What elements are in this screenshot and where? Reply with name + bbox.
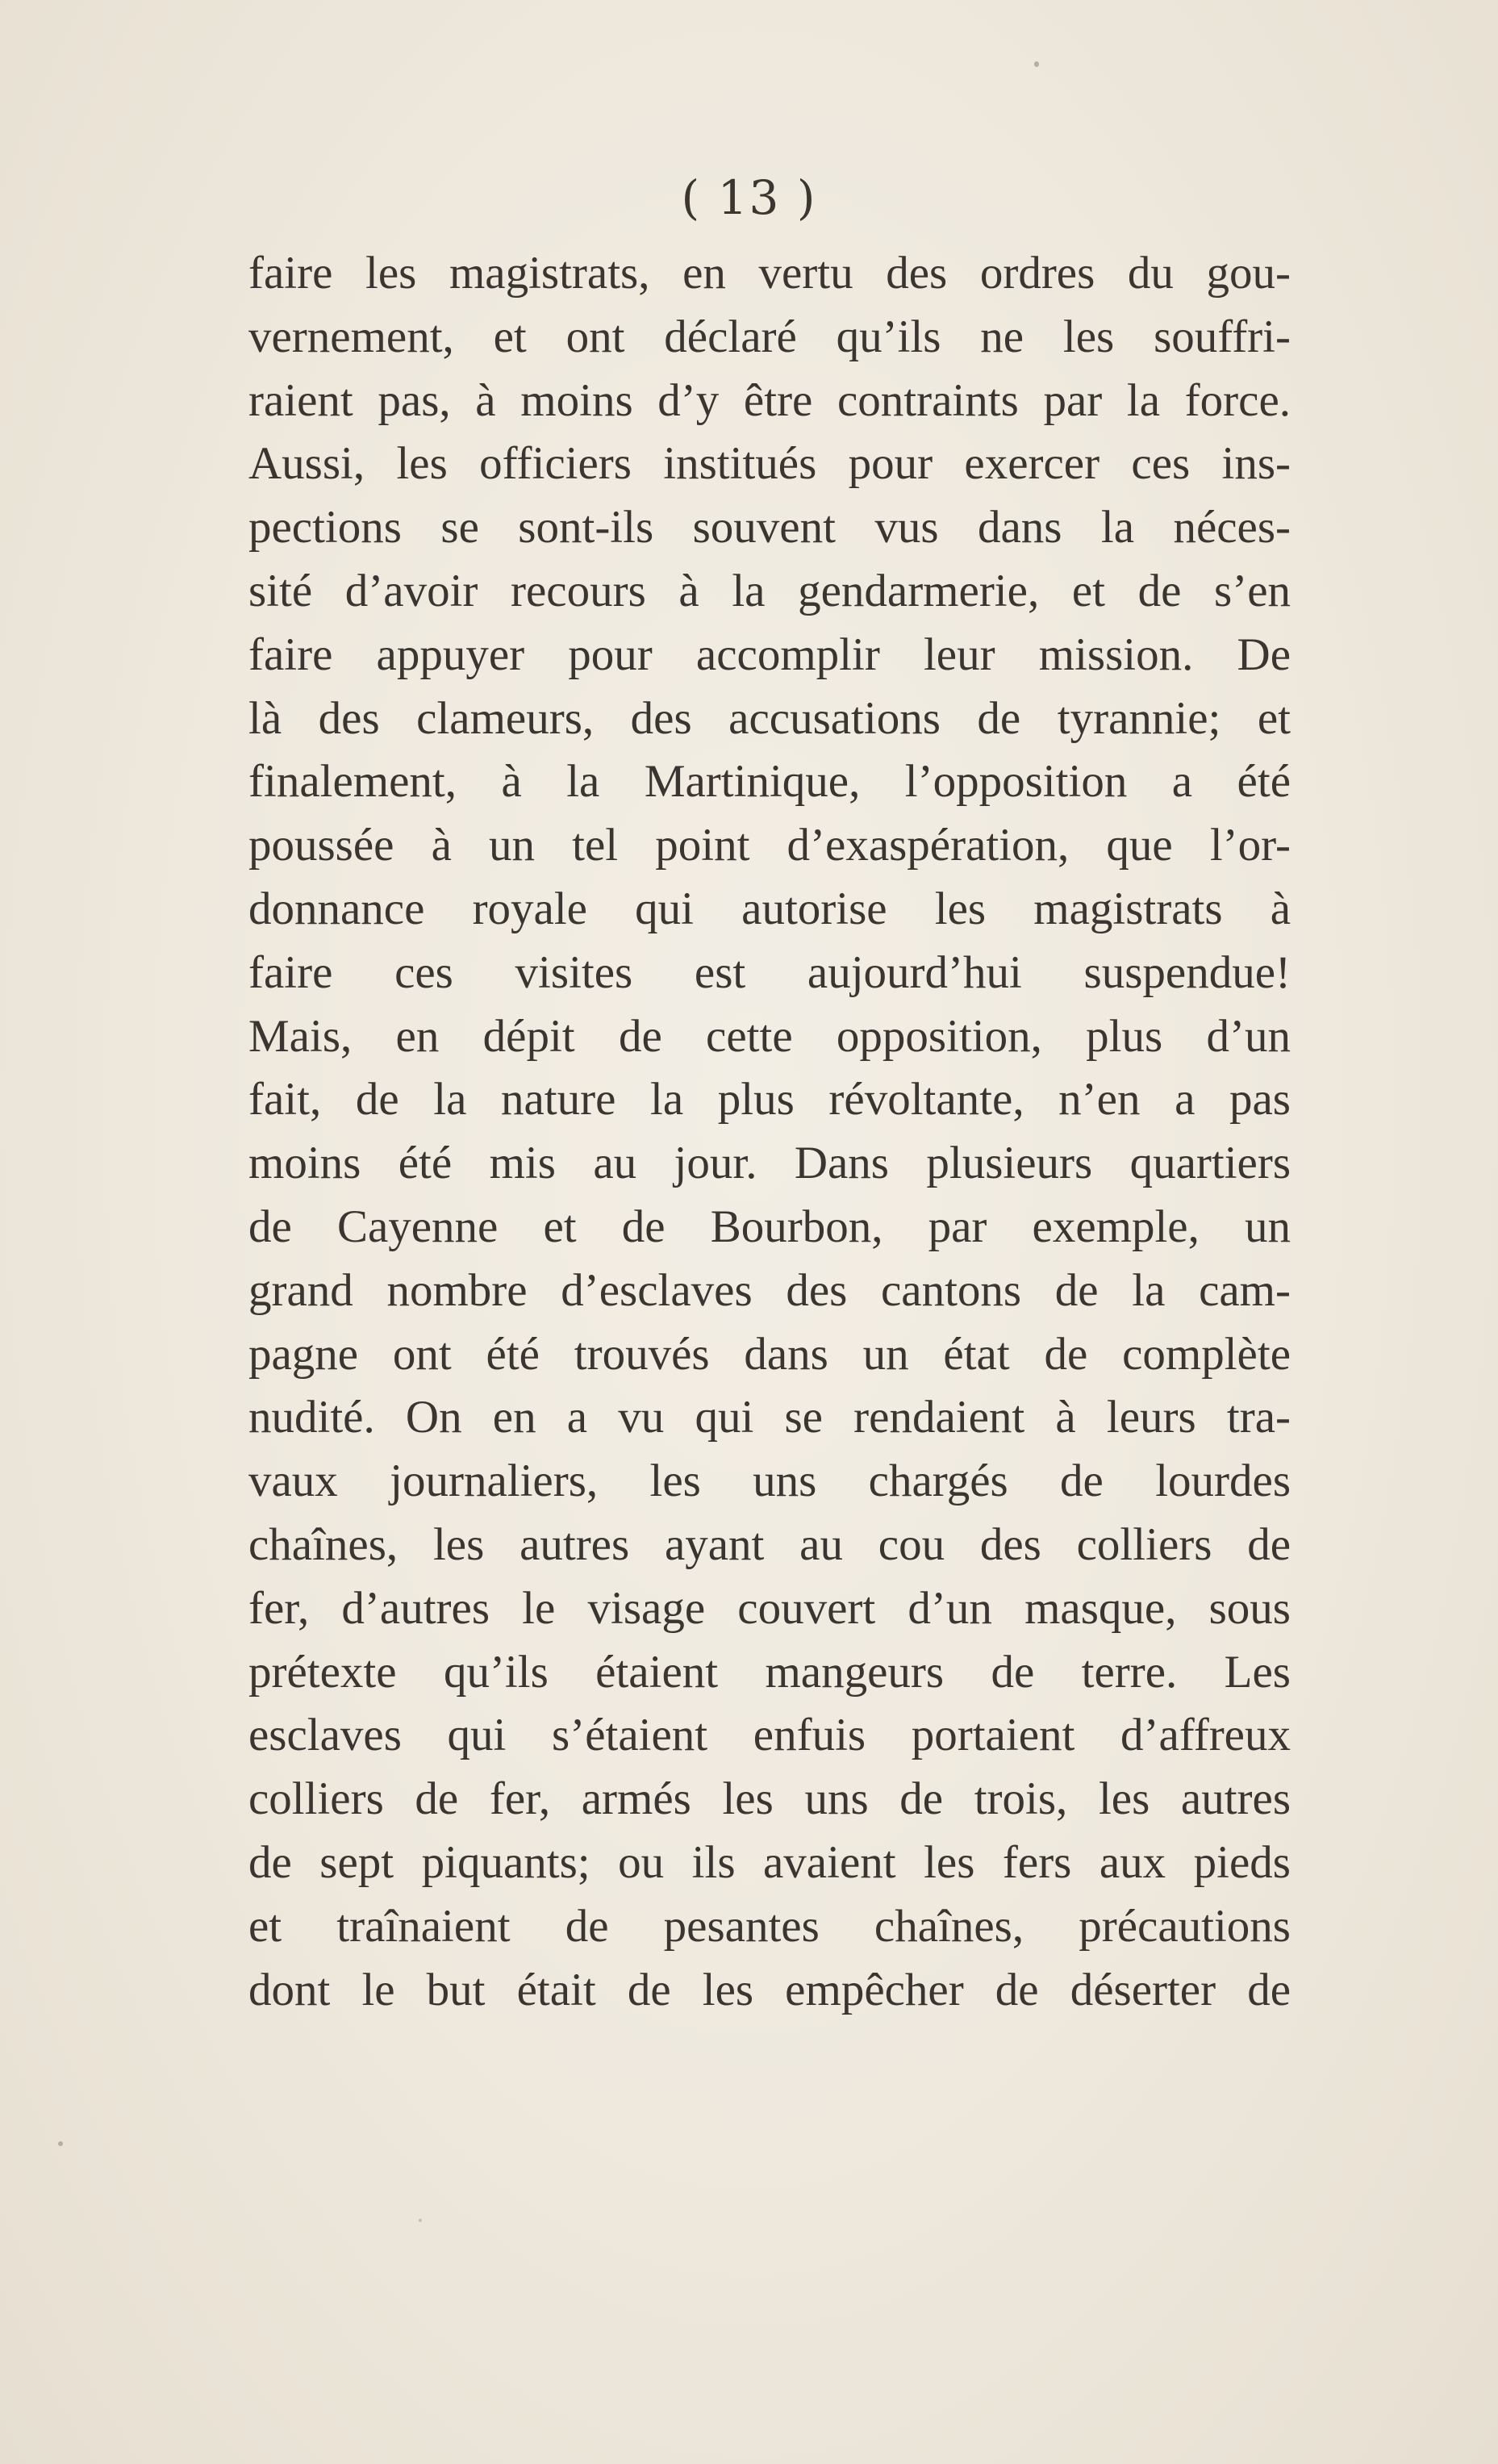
text-line: sité d’avoir recours à la gendarmerie, et de s’en <box>248 565 1291 616</box>
text-line: fait, de la nature la plus révoltante, n’en a pas <box>248 1074 1291 1126</box>
text-line: là des clameurs, des accusations de tyrannie; et <box>248 692 1291 744</box>
text-line: vernement, et ont déclaré qu’ils ne les souffri- <box>248 311 1291 362</box>
paper-speck <box>58 2141 63 2146</box>
text-line: finalement, à la Martinique, l’opposition a été <box>248 756 1291 808</box>
text-line: colliers de fer, armés les uns de trois, les autres <box>248 1773 1291 1825</box>
text-line: faire ces visites est aujourd’hui suspendue! <box>248 946 1291 998</box>
text-line: vaux journaliers, les uns chargés de lourdes <box>248 1455 1291 1507</box>
text-line: Aussi, les officiers institués pour exercer ces ins- <box>248 438 1291 490</box>
text-line: de sept piquants; ou ils avaient les fers aux pieds <box>248 1836 1291 1888</box>
text-line: raient pas, à moins d’y être contraints par la force. <box>248 374 1291 426</box>
text-line: donnance royale qui autorise les magistrats à <box>248 883 1291 934</box>
paper-speck <box>419 2219 422 2222</box>
text-line: prétexte qu’ils étaient mangeurs de terre. Les <box>248 1646 1291 1698</box>
text-line: poussée à un tel point d’exaspération, que l’or- <box>248 820 1291 871</box>
text-line: fer, d’autres le visage couvert d’un masque, sous <box>248 1582 1291 1634</box>
text-line: esclaves qui s’étaient enfuis portaient d’affreux <box>248 1710 1291 1761</box>
text-line: nudité. On en a vu qui se rendaient à leurs tra- <box>248 1392 1291 1443</box>
paper-speck <box>1034 61 1039 67</box>
text-line: faire appuyer pour accomplir leur mission. De <box>248 629 1291 680</box>
text-line: chaînes, les autres ayant au cou des colliers de <box>248 1518 1291 1570</box>
text-line: moins été mis au jour. Dans plusieurs quartiers <box>248 1138 1291 1189</box>
text-line: et traînaient de pesantes chaînes, précautions <box>248 1900 1291 1952</box>
text-line: pagne ont été trouvés dans un état de complète <box>248 1328 1291 1380</box>
page-number: ( 13 ) <box>681 170 817 225</box>
text-line: faire les magistrats, en vertu des ordres du gou- <box>248 248 1291 299</box>
text-line: de Cayenne et de Bourbon, par exemple, un <box>248 1201 1291 1252</box>
text-line: grand nombre d’esclaves des cantons de la cam- <box>248 1264 1291 1316</box>
text-line: pections se sont-ils souvent vus dans la néces- <box>248 502 1291 553</box>
body-text <box>248 242 1291 2022</box>
text-line: Mais, en dépit de cette opposition, plus d’un <box>248 1010 1291 1062</box>
text-line: dont le but était de les empêcher de déserter de <box>248 1964 1291 2015</box>
